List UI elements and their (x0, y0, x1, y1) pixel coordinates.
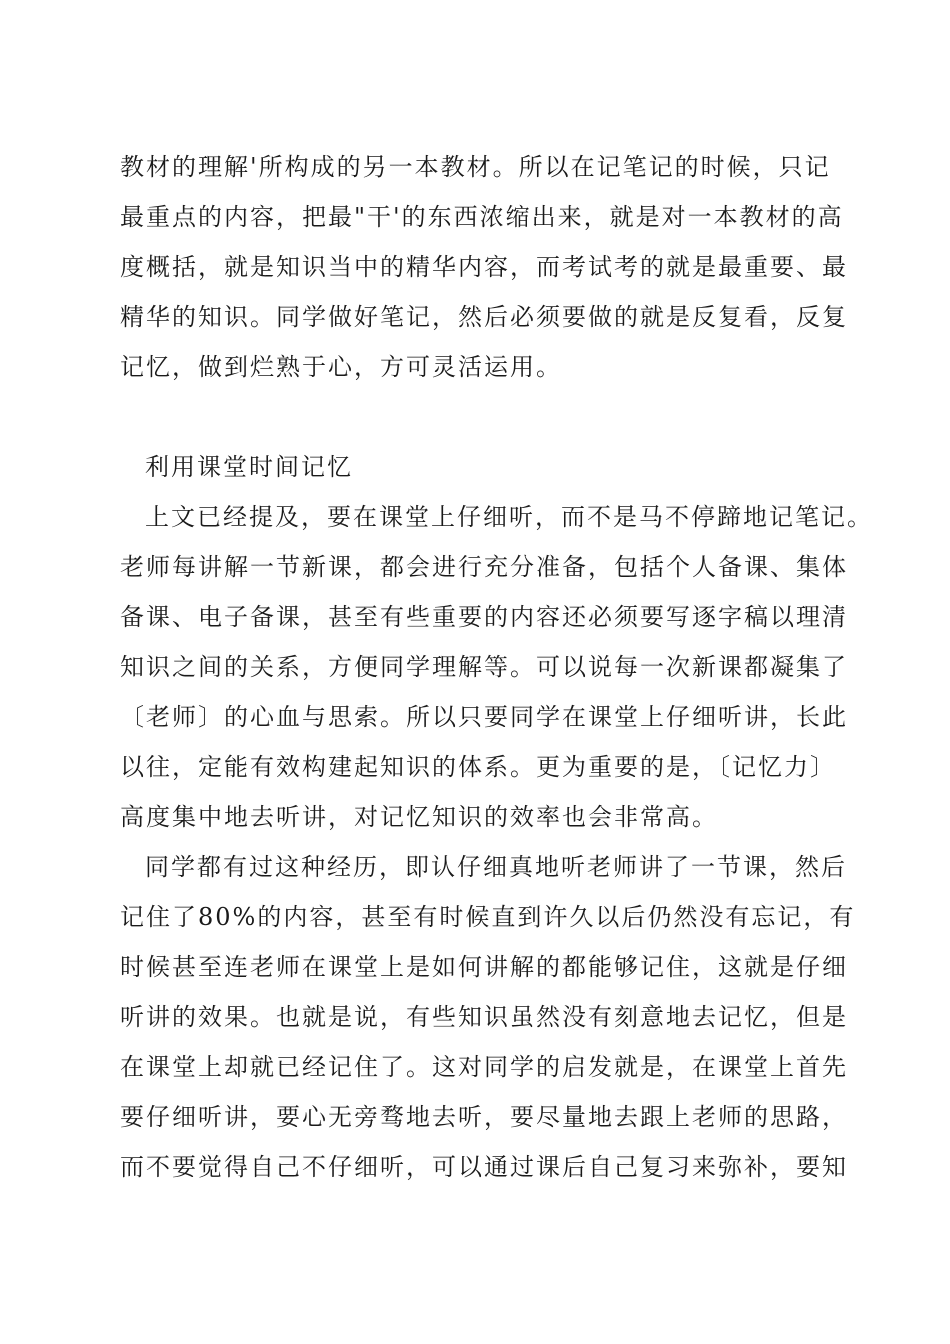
paragraph-3-line-1: 同学都有过这种经历，即认仔细真地听老师讲了一节课，然后 (145, 853, 847, 881)
paragraph-2-line-4: 知识之间的关系，方便同学理解等。可以说每一次新课都凝集了 (120, 653, 848, 681)
paragraph-2-line-5: 〔老师〕的心血与思索。所以只要同学在课堂上仔细听讲，长此 (120, 703, 848, 731)
paragraph-2-line-3: 备课、电子备课，甚至有些重要的内容还必须要写逐字稿以理清 (120, 603, 848, 631)
paragraph-3-line-3: 时候甚至连老师在课堂上是如何讲解的都能够记住，这就是仔细 (120, 953, 848, 981)
paragraph-2-line-6: 以往，定能有效构建起知识的体系。更为重要的是，〔记忆力〕 (120, 753, 836, 781)
paragraph-2-line-2: 老师每讲解一节新课，都会进行充分准备，包括个人备课、集体 (120, 553, 848, 581)
section-heading: 利用课堂时间记忆 (145, 453, 353, 481)
paragraph-3-line-6: 要仔细听讲，要心无旁骛地去听，要尽量地去跟上老师的思路， (120, 1103, 848, 1131)
paragraph-1-line-4: 精华的知识。同学做好笔记，然后必须要做的就是反复看，反复 (120, 303, 848, 331)
paragraph-1-line-3: 度概括，就是知识当中的精华内容，而考试考的就是最重要、最 (120, 253, 848, 281)
paragraph-1-line-2: 最重点的内容，把最"干'的东西浓缩出来，就是对一本教材的高 (120, 203, 844, 231)
paragraph-3-line-4: 听讲的效果。也就是说，有些知识虽然没有刻意地去记忆，但是 (120, 1003, 848, 1031)
paragraph-3-line-7: 而不要觉得自己不仔细听，可以通过课后自己复习来弥补，要知 (120, 1153, 848, 1181)
paragraph-2-line-1: 上文已经提及，要在课堂上仔细听，而不是马不停蹄地记笔记。 (145, 503, 873, 531)
paragraph-1-line-1: 教材的理解'所构成的另一本教材。所以在记笔记的时候，只记 (120, 153, 831, 181)
paragraph-1-line-5: 记忆，做到烂熟于心，方可灵活运用。 (120, 353, 562, 381)
paragraph-3-line-5: 在课堂上却就已经记住了。这对同学的启发就是，在课堂上首先 (120, 1053, 848, 1081)
paragraph-3-line-2: 记住了80%的内容，甚至有时候直到许久以后仍然没有忘记，有 (120, 903, 856, 931)
paragraph-2-line-7: 高度集中地去听讲，对记忆知识的效率也会非常高。 (120, 803, 718, 831)
